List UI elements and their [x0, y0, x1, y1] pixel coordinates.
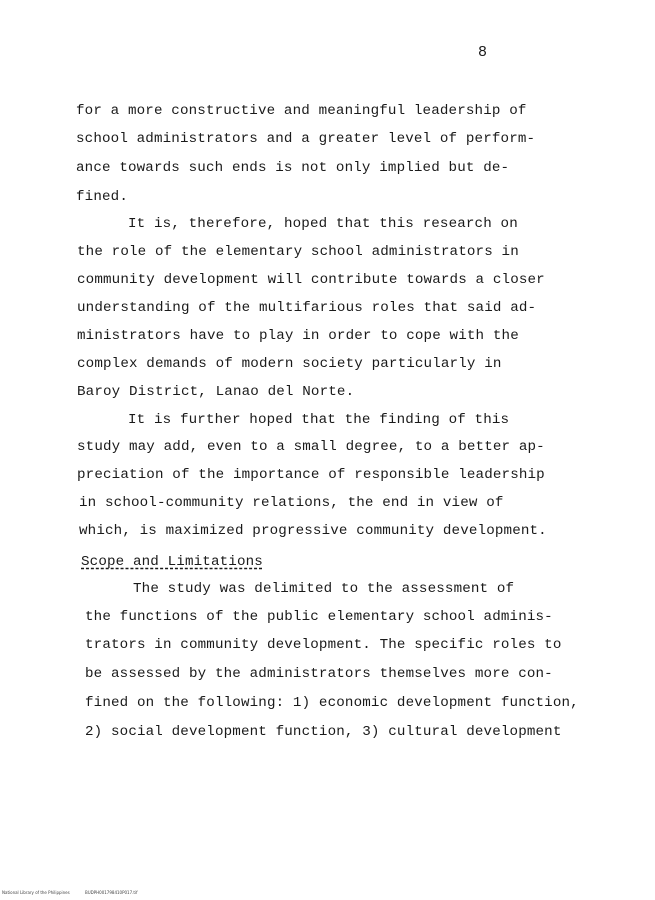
text-line: fined on the following: 1) economic development function, — [85, 695, 579, 711]
text-line: ministrators have to play in order to cope with the — [77, 328, 519, 344]
text-line: The study was delimited to the assessment of — [133, 581, 515, 597]
text-line: which, is maximized progressive community development. — [79, 523, 547, 539]
footer-source: National Library of the Philippines — [2, 890, 70, 895]
text-line: 2) social development function, 3) cultural development — [85, 724, 562, 740]
text-line: It is further hoped that the finding of this — [128, 412, 510, 428]
scan-footer — [2, 890, 151, 895]
text-line: community development will contribute towards a closer — [77, 272, 545, 288]
text-line: preciation of the importance of responsible leadership — [77, 467, 545, 483]
text-line: for a more constructive and meaningful leadership of — [76, 103, 527, 119]
page-number: 8 — [478, 44, 488, 61]
text-line: the functions of the public elementary school adminis- — [85, 609, 553, 625]
text-line: in school-community relations, the end in view of — [79, 495, 504, 511]
text-line: the role of the elementary school administrators in — [77, 244, 519, 260]
text-line: ance towards such ends is not only implied but de- — [76, 160, 510, 176]
text-line: be assessed by the administrators themselves more con- — [85, 666, 553, 682]
text-line: complex demands of modern society particularly in — [77, 356, 502, 372]
text-line: study may add, even to a small degree, to a better ap- — [77, 439, 545, 455]
text-line: fined. — [76, 189, 128, 205]
text-line: trators in community development. The specific roles to — [85, 637, 562, 653]
text-line: Baroy District, Lanao del Norte. — [77, 384, 355, 400]
text-line: It is, therefore, hoped that this research on — [128, 216, 518, 232]
text-line: understanding of the multifarious roles that said ad- — [77, 300, 537, 316]
section-heading: Scope and Limitations — [81, 554, 263, 570]
footer-filename: BUDPH001798410P017.tif — [85, 890, 138, 895]
text-line: school administrators and a greater level of perform- — [76, 131, 536, 147]
